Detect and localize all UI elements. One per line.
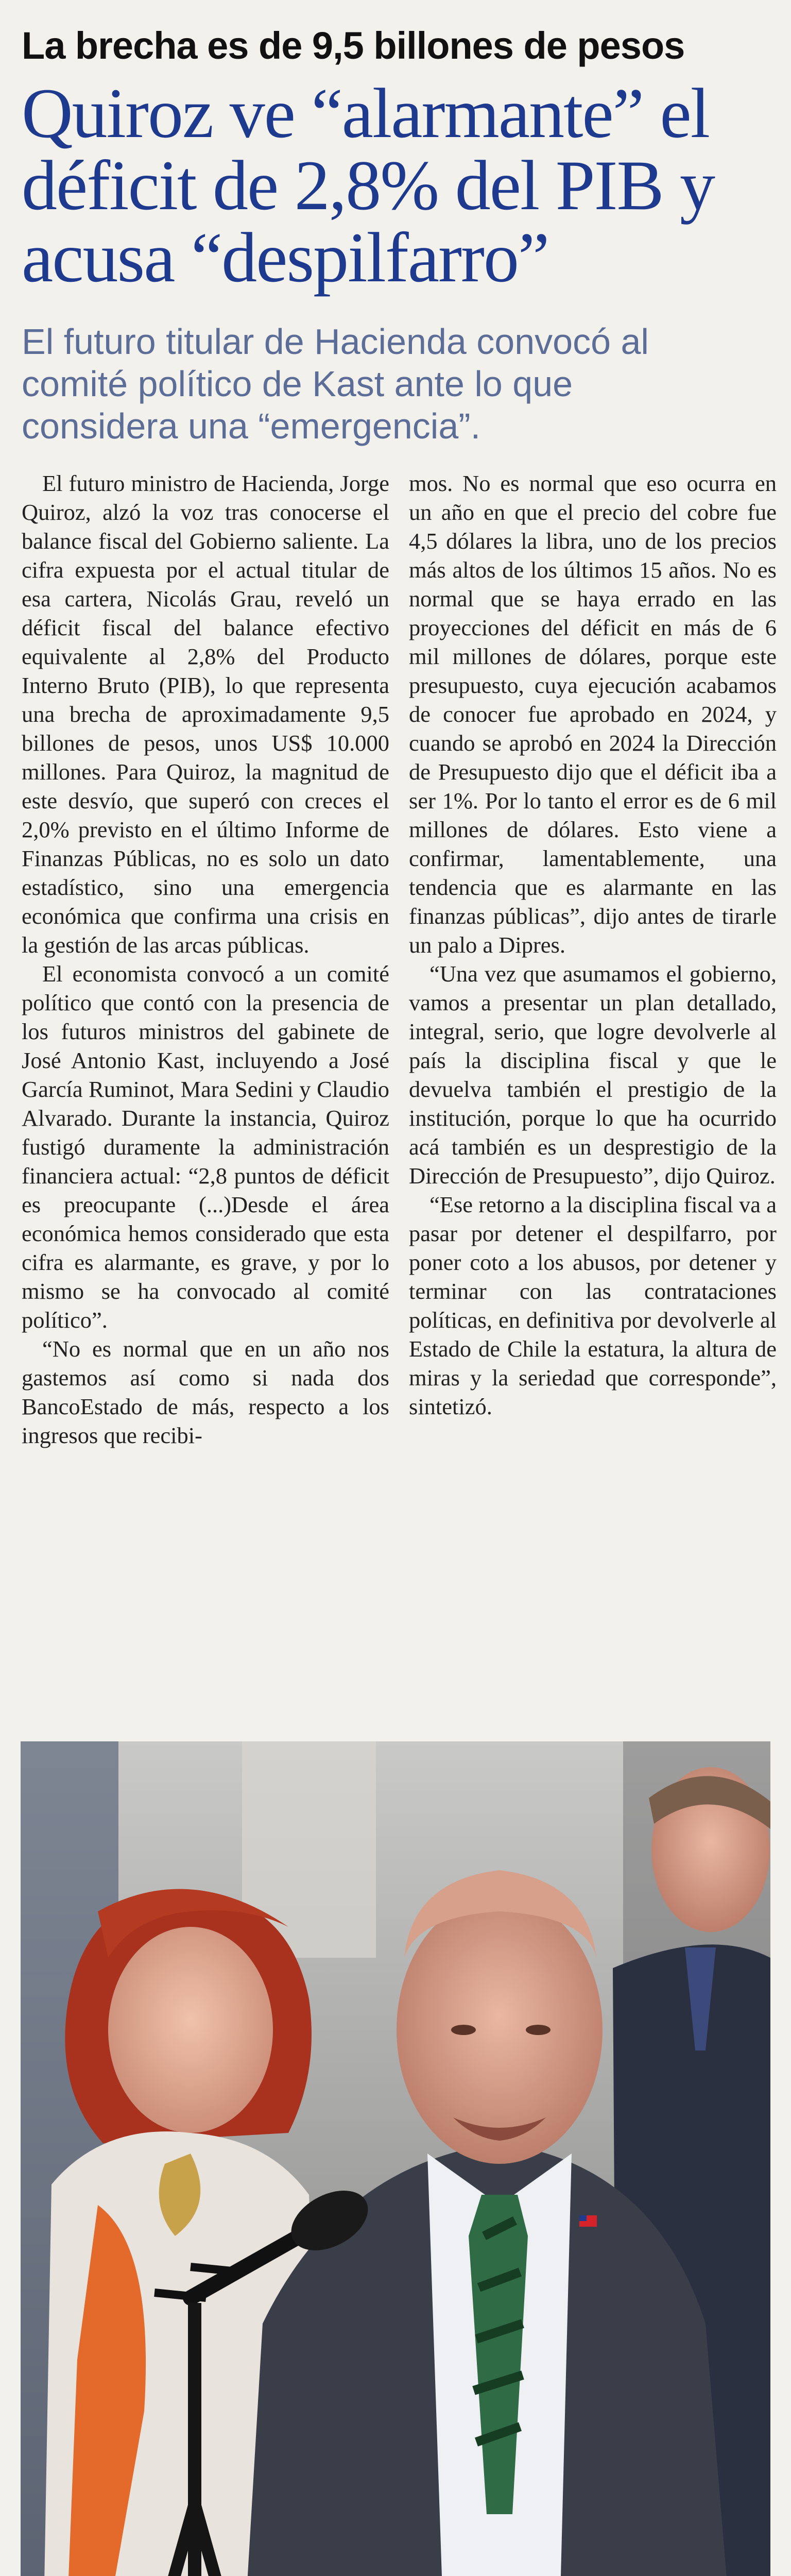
body-paragraph: “No es normal que en un año nos gastemos así como si nada dos BancoEstado de más, respecto a los ingresos que recibi- (22, 1336, 389, 1448)
kicker: La brecha es de 9,5 billones de pesos (22, 24, 685, 67)
photo-illustration (21, 1741, 770, 2576)
deck-line: El futuro titular de Hacienda convocó al (22, 321, 649, 362)
body-paragraph: El futuro ministro de Hacienda, Jorge Quiroz, alzó la voz tras conocerse el balance fiscal del Gobierno saliente. La cifra expuesta por el actual titular de esa cartera, Nicolás Grau, reveló un déficit fiscal del balance efectivo equivalente al 2,8% del Producto Interno Bruto (PIB), lo que representa una brecha de aproximadamente 9,5 billones de pesos, unos US$ 10.000 millones. Para Quiroz, la magnitud de este desvío, que superó con creces el 2,0% previsto en el último Informe de Finanzas Públicas, no es solo un dato estadístico, sino una emergencia económica que confirma una crisis en la gestión de las arcas públicas. (22, 470, 389, 958)
body-paragraph: “Una vez que asumamos el gobierno, vamos a presentar un plan detallado, integral, serio, que logre devolverle al país la disciplina fiscal y que le devuelva también el prestigio de la institución, porque lo que ha ocurrido acá también es un desprestigio de la Dirección de Presupuesto”, dijo Quiroz. (409, 961, 777, 1189)
body-column-right (409, 469, 777, 1421)
deck (22, 320, 773, 447)
headline-line: déficit de 2,8% del PIB y (22, 146, 715, 225)
headline-line: acusa “despilfarro” (22, 218, 549, 297)
body-paragraph: mos. No es normal que eso ocurra en un año en que el precio del cobre fue 4,5 dólares la libra, uno de los precios más altos de los últimos 15 años. No es normal que se haya errado en las proyecciones del déficit en más de 6 mil millones de dólares, porque este presupuesto, cuya ejecución acabamos de conocer fue aprobado en 2024, y cuando se aprobó en 2024 la Dirección de Presupuesto dijo que el déficit iba a ser 1%. Por lo tanto el error es de 6 mil millones de dólares. Esto viene a confirmar, lamentablemente, una tendencia que es alarmante en las finanzas públicas”, dijo antes de tirarle un palo a Dipres. (409, 470, 777, 958)
body-column-left (22, 469, 389, 1450)
body-paragraph: El economista convocó a un comité político que contó con la presencia de los futuros ministros del gabinete de José Antonio Kast, incluyendo a José García Ruminot, Mara Sedini y Claudio Alvarado. Durante la instancia, Quiroz fustigó duramente la administración financiera actual: “2,8 puntos de déficit es preocupante (...)Desde el área económica hemos considerado que esta cifra es alarmante, es grave, y por lo mismo se ha convocado al comité político”. (22, 961, 389, 1333)
deck-line: comité político de Kast ante lo que (22, 364, 573, 404)
deck-line: considera una “emergencia”. (22, 406, 481, 446)
news-photo (21, 1741, 770, 2576)
body-paragraph: “Ese retorno a la disciplina fiscal va a pasar por detener el despilfarro, por poner coto a los abusos, por detener y terminar con las contrataciones políticas, en definitiva por devolverle al Estado de Chile la estatura, la altura de miras y la seriedad que corresponde”, sintetizó. (409, 1192, 777, 1419)
headline-line: Quiroz ve “alarmante” el (22, 74, 710, 152)
headline (22, 74, 773, 297)
